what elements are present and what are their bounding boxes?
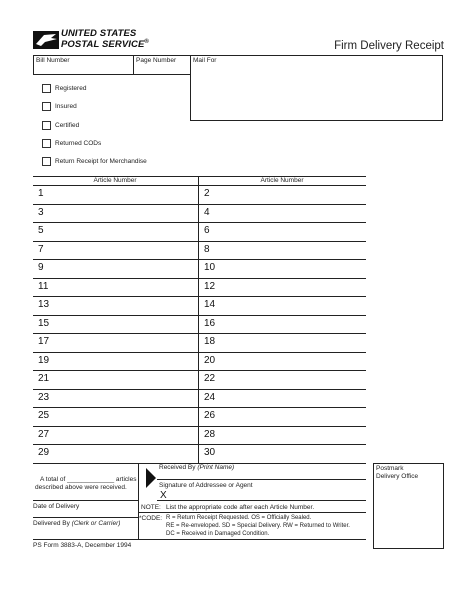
article-row-divider [33, 444, 366, 445]
eagle-icon [33, 29, 59, 51]
note-label: NOTE: [141, 504, 161, 511]
mail-for-box[interactable] [190, 55, 443, 121]
checkbox-label-returned-cods: Returned CODs [55, 140, 102, 147]
article-header-right: Article Number [260, 177, 304, 184]
article-row-divider [33, 259, 366, 260]
article-row-divider [33, 241, 366, 242]
article-number-left: 5 [38, 225, 44, 236]
checkbox-insured[interactable] [42, 102, 51, 111]
article-number-left: 9 [38, 262, 44, 273]
signature-x-mark: X [160, 490, 167, 501]
article-number-right: 12 [204, 280, 216, 292]
form-id: PS Form 3883-A, December 1994 [33, 542, 132, 549]
article-number-left: 21 [38, 373, 50, 384]
article-number-left: 7 [38, 243, 44, 255]
delivered-by-label: Delivered By (Clerk or Carrier) [33, 520, 121, 527]
delivery-office-label: Delivery Office [376, 473, 419, 480]
article-number-right: 16 [204, 317, 216, 329]
article-number-right: 22 [204, 373, 216, 384]
article-row-divider [33, 407, 366, 408]
checkbox-certified[interactable] [42, 121, 51, 130]
article-row-divider [33, 352, 366, 353]
article-row-divider [33, 315, 366, 316]
article-number-right: 6 [204, 225, 210, 236]
article-number-left: 29 [38, 447, 50, 458]
form-title: Firm Delivery Receipt [334, 40, 444, 52]
total-articles-line2: described above were received. [35, 484, 127, 491]
arrow-marker-icon [146, 468, 156, 488]
checkbox-label-insured: Insured [55, 103, 77, 110]
article-row-divider [33, 278, 366, 279]
article-number-right: 4 [204, 206, 210, 218]
article-number-right: 24 [204, 391, 216, 403]
article-row-divider [33, 296, 366, 297]
article-number-left: 13 [38, 299, 50, 310]
bill-number-label: Bill Number [36, 57, 70, 64]
article-number-right: 10 [204, 262, 216, 273]
article-number-left: 19 [38, 354, 50, 366]
total-articles-line1: A total of _____________ articles [40, 476, 137, 483]
article-number-right: 28 [204, 428, 216, 440]
note-text: List the appropriate code after each Article Number. [166, 504, 315, 511]
article-number-left: 3 [38, 206, 44, 218]
page-number-label: Page Number [136, 57, 177, 64]
checkbox-registered[interactable] [42, 84, 51, 93]
checkbox-returned-cods[interactable] [42, 139, 51, 148]
article-number-left: 27 [38, 428, 50, 440]
logo-line1: UNITED STATES [61, 28, 137, 39]
article-row-divider [33, 222, 366, 223]
article-row-divider [33, 333, 366, 334]
checkbox-label-registered: Registered [55, 85, 87, 92]
article-number-left: 17 [38, 336, 50, 347]
article-number-right: 2 [204, 188, 210, 199]
article-number-left: 1 [38, 188, 44, 199]
article-number-right: 30 [204, 447, 216, 458]
code-line1: R = Return Receipt Requested. OS = Officially Sealed. [166, 515, 312, 521]
code-line3: DC = Received in Damaged Condition. [166, 531, 270, 537]
article-number-right: 18 [204, 336, 216, 347]
article-number-right: 14 [204, 299, 216, 310]
article-number-left: 11 [38, 280, 49, 292]
checkbox-return-receipt[interactable] [42, 157, 51, 166]
postmark-label: Postmark [376, 465, 404, 472]
article-number-right: 8 [204, 243, 210, 255]
logo-line2: POSTAL SERVICE® [61, 39, 149, 50]
checkbox-label-certified: Certified [55, 122, 80, 129]
article-row-divider [33, 370, 366, 371]
article-number-right: 26 [204, 410, 216, 421]
article-header-left: Article Number [93, 177, 137, 184]
date-of-delivery-label: Date of Delivery [33, 503, 80, 510]
article-number-left: 25 [38, 410, 50, 421]
article-number-left: 23 [38, 391, 50, 403]
article-row-divider [33, 204, 366, 205]
article-row-divider [33, 426, 366, 427]
received-by-label: Received By (Print Name) [159, 464, 235, 471]
checkbox-label-return-receipt: Return Receipt for Merchandise [55, 158, 147, 165]
code-line2: RE = Re-enveloped. SD = Special Delivery. RW = Returned to Writer. [166, 523, 350, 529]
code-label: *CODE: [139, 515, 163, 522]
signature-label: Signature of Addressee or Agent [159, 482, 253, 489]
article-row-divider [33, 389, 366, 390]
mail-for-label: Mail For [193, 57, 217, 64]
usps-logo [33, 28, 163, 54]
article-number-left: 15 [38, 317, 50, 329]
article-number-right: 20 [204, 354, 216, 366]
